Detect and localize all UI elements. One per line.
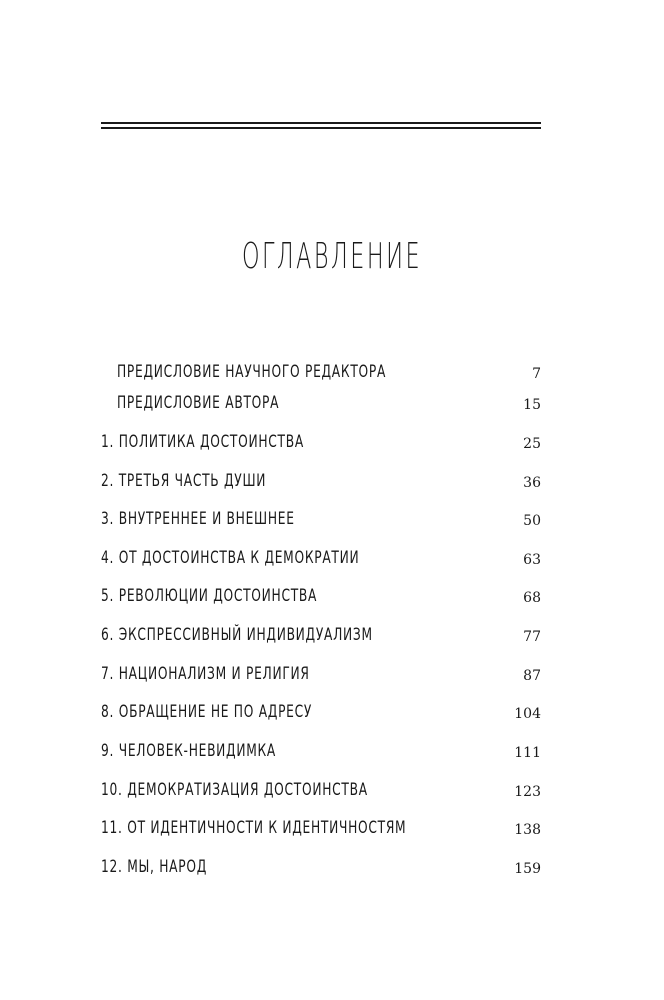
toc-entry-label: 11. ОТ ИДЕНТИЧНОСТИ К ИДЕНТИЧНОСТЯМ: [101, 818, 407, 838]
toc-entry-page: 104: [514, 706, 541, 722]
toc-entry-label: 9. ЧЕЛОВЕК-НЕВИДИМКА: [101, 741, 277, 761]
toc-entry-page: 36: [523, 475, 541, 491]
toc-entry-label: 10. ДЕМОКРАТИЗАЦИЯ ДОСТОИНСТВА: [101, 780, 368, 800]
toc-entry-page: 25: [523, 436, 541, 452]
toc-entry-page: 7: [532, 366, 541, 382]
toc-entry-label: 8. ОБРАЩЕНИЕ НЕ ПО АДРЕСУ: [101, 702, 313, 722]
toc-entry-page: 50: [523, 513, 541, 529]
toc-entry-chapter-2[interactable]: [0, 471, 664, 495]
toc-entry-chapter-6[interactable]: [0, 625, 664, 649]
toc-entry-label: ПРЕДИСЛОВИЕ АВТОРА: [117, 393, 280, 413]
toc-entry-chapter-11[interactable]: [0, 818, 664, 842]
toc-entry-page: 159: [514, 861, 541, 877]
toc-entry-chapter-10[interactable]: [0, 780, 664, 804]
toc-entry-label: 5. РЕВОЛЮЦИИ ДОСТОИНСТВА: [101, 586, 318, 606]
page-title: ОГЛАВЛЕНИЕ: [241, 236, 423, 277]
toc-entry-page: 15: [523, 397, 541, 413]
toc-entry-page: 87: [523, 668, 541, 684]
toc-entry-chapter-7[interactable]: [0, 664, 664, 688]
toc-entry-page: 111: [514, 745, 541, 761]
toc-entry-chapter-3[interactable]: [0, 509, 664, 533]
toc-entry-chapter-12[interactable]: [0, 857, 664, 881]
toc-entry-label: 4. ОТ ДОСТОИНСТВА К ДЕМОКРАТИИ: [101, 548, 360, 568]
toc-entry-page: 138: [514, 822, 541, 838]
toc-entry-page: 77: [523, 629, 541, 645]
toc-entry-chapter-8[interactable]: [0, 702, 664, 726]
toc-entry-foreword-author[interactable]: [0, 393, 664, 417]
toc-entry-page: 68: [523, 590, 541, 606]
toc-entry-label: 2. ТРЕТЬЯ ЧАСТЬ ДУШИ: [101, 471, 267, 491]
toc-entry-label: 1. ПОЛИТИКА ДОСТОИНСТВА: [101, 432, 304, 452]
toc-entry-page: 63: [523, 552, 541, 568]
toc-entry-chapter-5[interactable]: [0, 586, 664, 610]
toc-entry-label: 7. НАЦИОНАЛИЗМ И РЕЛИГИЯ: [101, 664, 310, 684]
toc-entry-chapter-1[interactable]: [0, 432, 664, 456]
toc-entry-page: 123: [514, 784, 541, 800]
toc-entry-chapter-4[interactable]: [0, 548, 664, 572]
toc-entry-label: 6. ЭКСПРЕССИВНЫЙ ИНДИВИДУАЛИЗМ: [101, 625, 373, 645]
toc-entry-label: 3. ВНУТРЕННЕЕ И ВНЕШНЕЕ: [101, 509, 295, 529]
toc-entry-label: ПРЕДИСЛОВИЕ НАУЧНОГО РЕДАКТОРА: [117, 362, 387, 382]
toc-entry-chapter-9[interactable]: [0, 741, 664, 765]
toc-entry-label: 12. МЫ, НАРОД: [101, 857, 208, 877]
toc-entry-foreword-editor[interactable]: [0, 362, 664, 386]
